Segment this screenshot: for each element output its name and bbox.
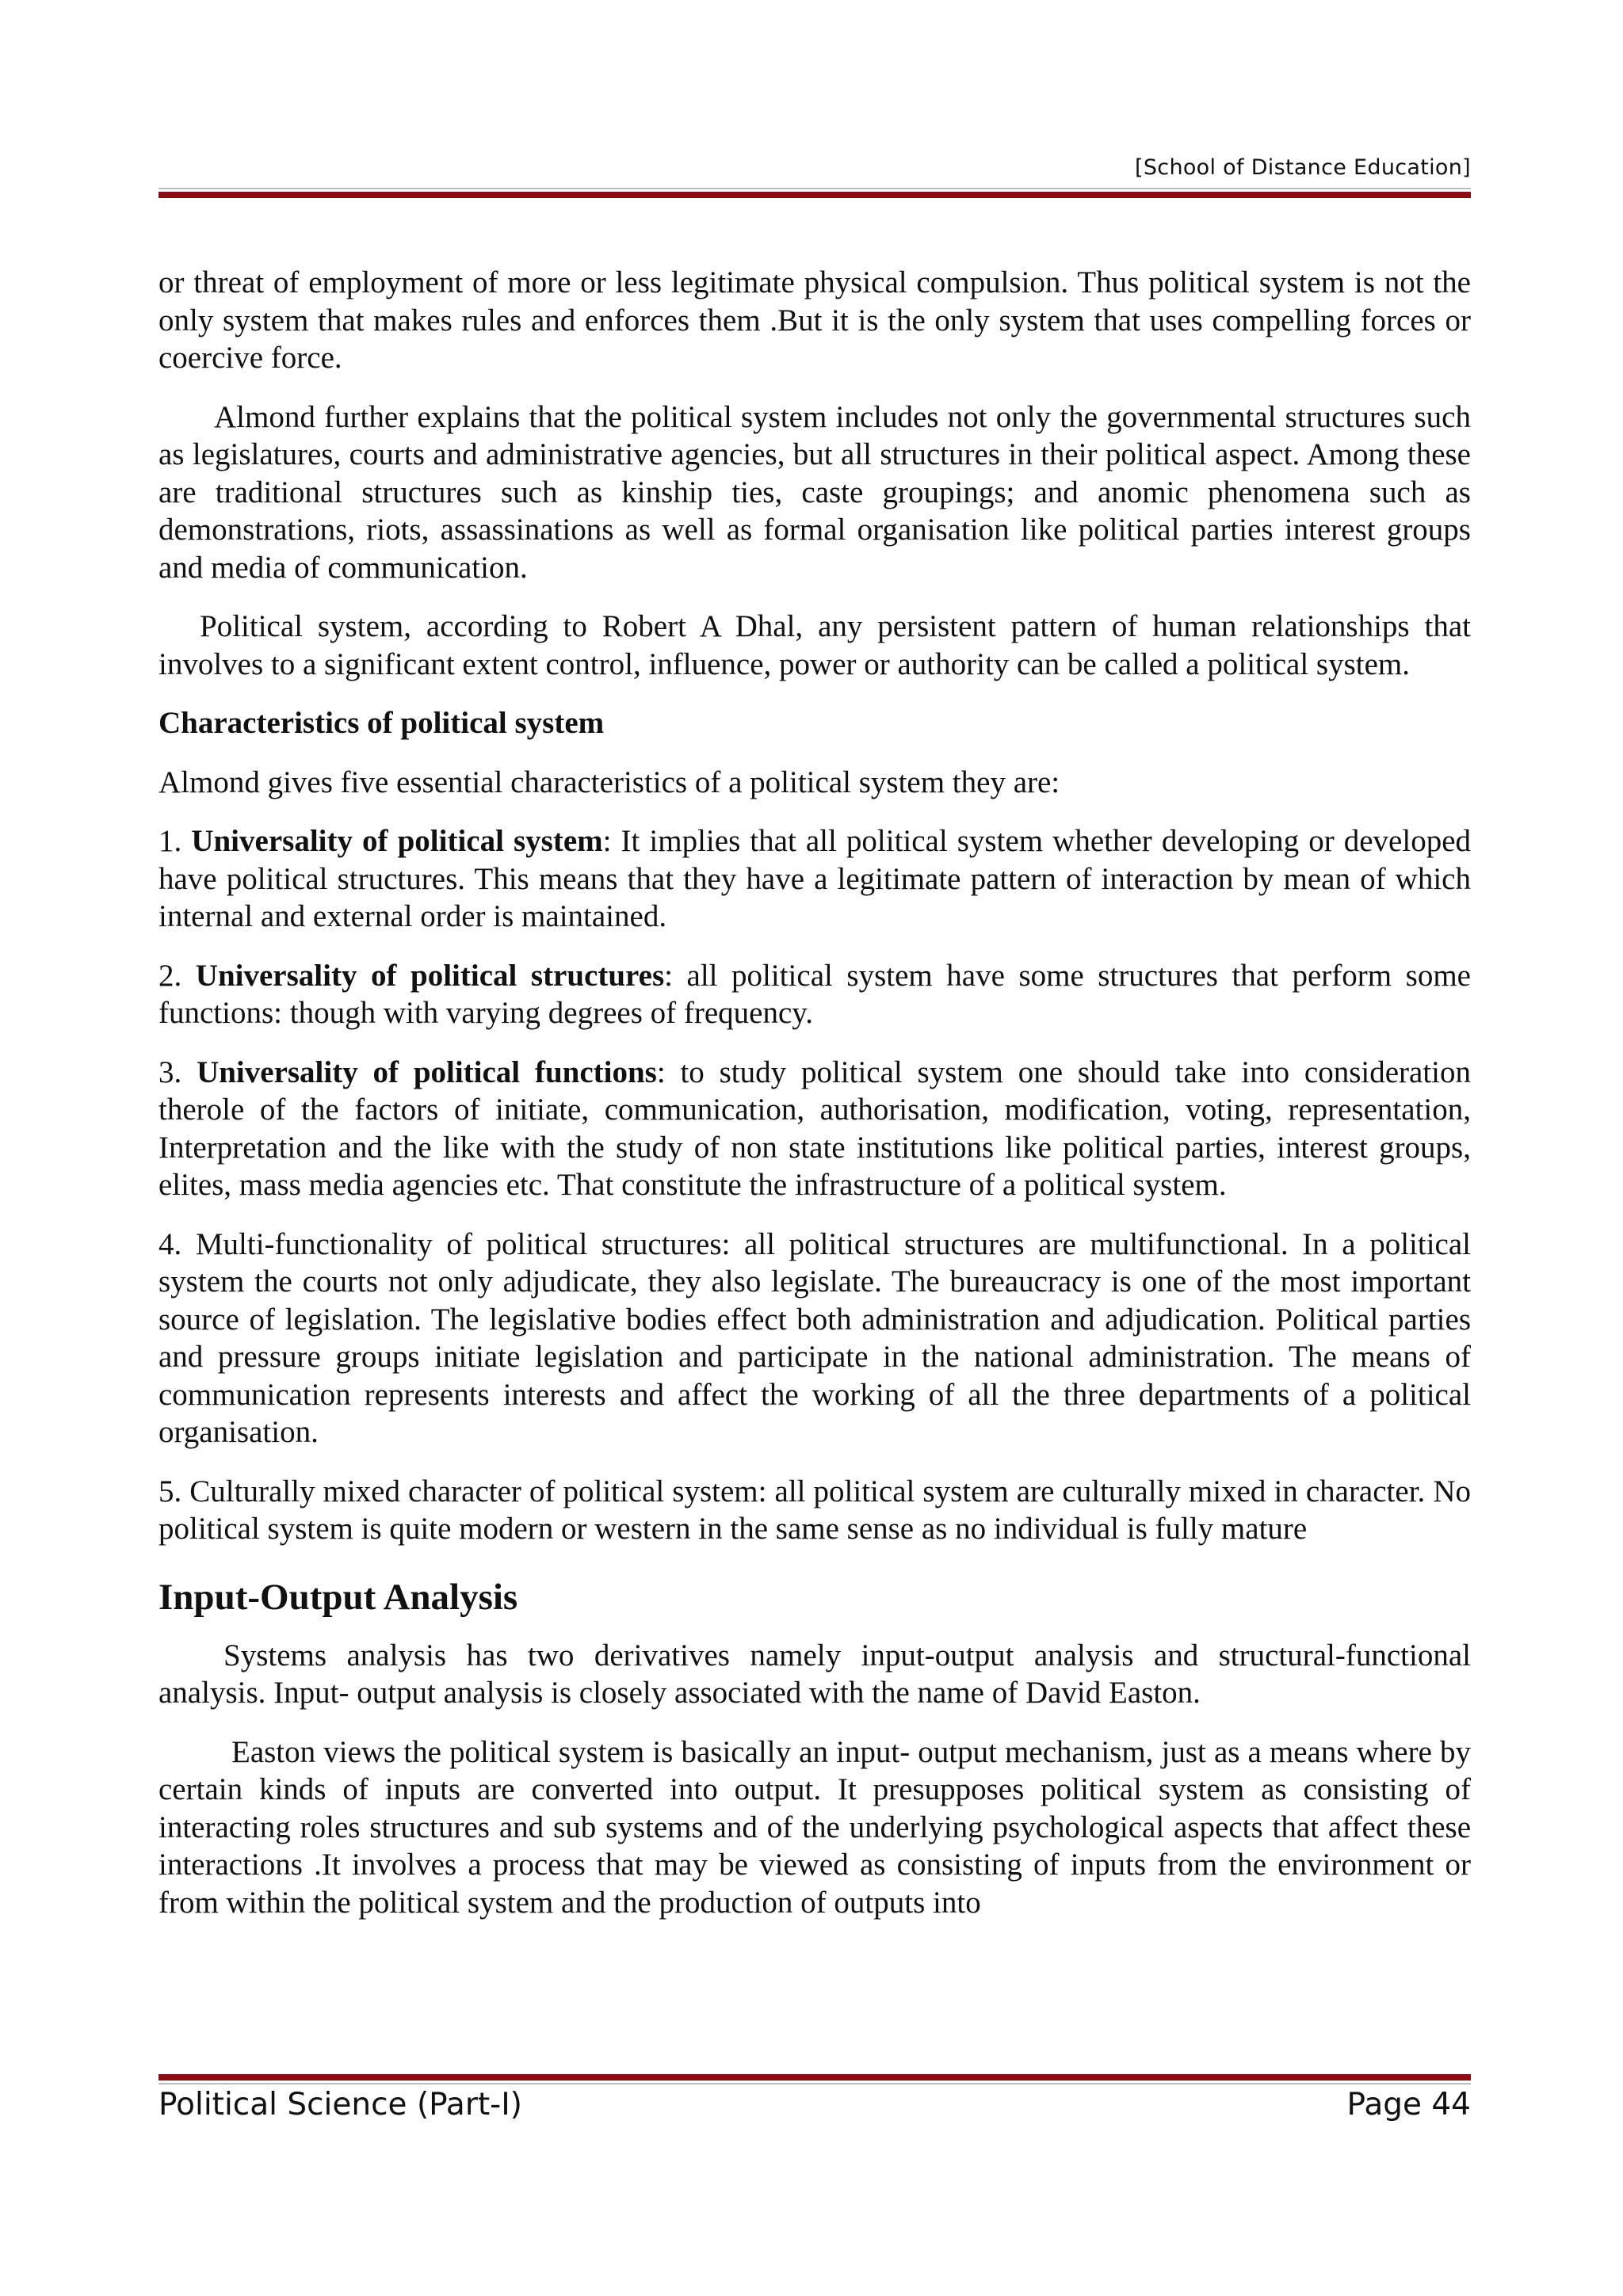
list-item-text: : It implies that all political system whether developing or developed have political structures. This means that they have a legitimate pattern of interaction by mean of which internal and external order is maintained.	[158, 824, 1472, 933]
list-item-text: : all political system have some structures that perform some functions: though with varying degrees of frequency.	[158, 958, 1471, 1030]
list-item-title: Universality of political functions	[197, 1055, 657, 1089]
footer-rule-thick	[158, 2074, 1471, 2081]
list-item: 5. Culturally mixed character of political system: all political system are culturally mixed in character. No political system is quite modern or western in the same sense as no individual is fully mature	[158, 1474, 1471, 1546]
footer-course-title: Political Science (Part-I)	[158, 2087, 522, 2122]
list-number: 3.	[158, 1055, 197, 1089]
paragraph: Almond gives five essential characteristics of a political system they are:	[158, 765, 1060, 799]
list-item: 4. Multi-functionality of political structures: all political structures are multifunctional. In a political system the courts not only adjudicate, they also legislate. The bureaucracy is one of the most important source of legislation. The legislative bodies effect both administration and adjudication. Political parties and pressure groups initiate legislation and participate in the national administration. The means of communication represents interests and affect the working of all the three departments of a political organisation.	[158, 1226, 1471, 1449]
paragraph: Easton views the political system is basically an input- output mechanism, just as a means where by certain kinds of inputs are converted into output. It presupposes political system as consisting of interacting roles structures and sub systems and of the underlying psychological aspects that affect these interactions .It involves a process that may be viewed as consisting of inputs from the environment or from within the political system and the production of outputs into	[158, 1734, 1471, 1920]
footer-rule-thin	[158, 2083, 1471, 2084]
header-rule-thin	[158, 188, 1471, 189]
page-number: Page 44	[1346, 2087, 1471, 2122]
header-rule-thick	[158, 192, 1471, 198]
list-item	[158, 1054, 1471, 1204]
list-item-text: : to study political system one should take into consideration therole of the factors of initiate, communication, authorisation, modification, voting, representation, Interpretation and the like with the study of non state institutions like political parties, interest groups, elites, mass media agencies etc. That constitute the infrastructure of a political system.	[158, 1055, 1471, 1202]
section-heading: Input-Output Analysis	[158, 1576, 518, 1618]
page-header: [School of Distance Education]	[1135, 155, 1471, 180]
paragraph: Almond further explains that the political system includes not only the governmental structures such as legislatures, courts and administrative agencies, but all structures in their political aspect. Among these are traditional structures such as kinship ties, caste groupings; and anomic phenomena such as demonstrations, riots, assassinations as well as formal organisation like political parties interest groups and media of communication.	[158, 399, 1471, 585]
list-item-title: Universality of political structures	[195, 958, 665, 993]
list-number: 2.	[158, 958, 196, 993]
page-body	[158, 264, 1471, 1943]
list-item	[158, 957, 1471, 1032]
paragraph: Political system, according to Robert A Dhal, any persistent pattern of human relationships that involves to a significant extent control, influence, power or authority can be called a political system.	[158, 609, 1471, 681]
list-item	[158, 822, 1471, 936]
list-item-title: Universality of political system	[191, 824, 603, 858]
paragraph: or threat of employment of more or less legitimate physical compulsion. Thus political system is not the only system that makes rules and enforces them .But it is the only system that uses compelling forces or coercive force.	[158, 265, 1471, 375]
section-heading: Characteristics of political system	[158, 706, 605, 740]
list-number: 1.	[158, 824, 192, 858]
paragraph: Systems analysis has two derivatives namely input-output analysis and structural-functional analysis. Input- output analysis is closely associated with the name of David Easton.	[158, 1638, 1471, 1710]
